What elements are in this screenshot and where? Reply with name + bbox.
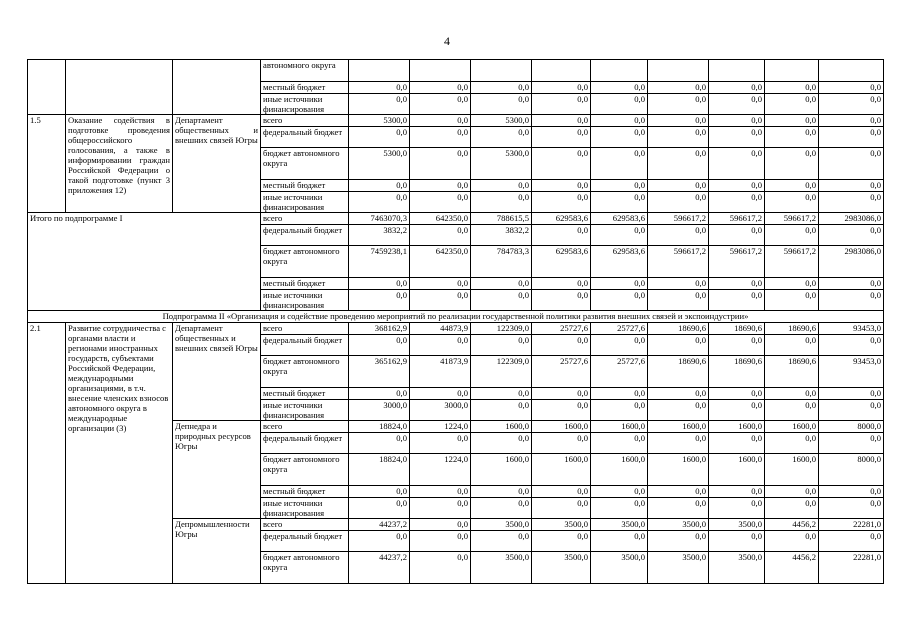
value-cell: 0,0 [819, 127, 884, 148]
value-cell: 0,0 [765, 486, 819, 498]
value-cell: 629583,6 [591, 246, 648, 278]
value-cell: 0,0 [532, 127, 591, 148]
value-cell: 3500,0 [591, 552, 648, 584]
value-cell [709, 60, 765, 82]
value-cell: 18824,0 [349, 454, 410, 486]
value-cell: 0,0 [532, 335, 591, 356]
value-cell [591, 60, 648, 82]
value-cell: 18690,6 [709, 323, 765, 335]
value-cell: 0,0 [532, 486, 591, 498]
value-cell: 0,0 [591, 94, 648, 115]
value-cell: 0,0 [532, 278, 591, 290]
funding-source-label: иные источники финансирования [261, 94, 349, 115]
value-cell: 0,0 [410, 192, 471, 213]
value-cell: 642350,0 [410, 246, 471, 278]
value-cell [819, 60, 884, 82]
value-cell: 0,0 [648, 192, 709, 213]
value-cell: 0,0 [819, 278, 884, 290]
value-cell: 22281,0 [819, 519, 884, 531]
value-cell: 44873,9 [410, 323, 471, 335]
value-cell: 7459238,1 [349, 246, 410, 278]
funding-source-label: иные источники финансирования [261, 400, 349, 421]
value-cell: 0,0 [471, 94, 532, 115]
funding-source-label: иные источники финансирования [261, 498, 349, 519]
value-cell: 0,0 [709, 94, 765, 115]
value-cell: 0,0 [765, 433, 819, 454]
value-cell: 25727,6 [532, 323, 591, 335]
value-cell: 0,0 [532, 115, 591, 127]
table-row [28, 323, 884, 335]
value-cell: 1600,0 [648, 454, 709, 486]
value-cell: 0,0 [471, 127, 532, 148]
value-cell: 44237,2 [349, 552, 410, 584]
value-cell: 0,0 [709, 180, 765, 192]
value-cell: 0,0 [709, 82, 765, 94]
value-cell: 0,0 [349, 388, 410, 400]
value-cell: 3832,2 [349, 225, 410, 246]
executor-name: Депромышленности Югры [173, 519, 261, 584]
value-cell: 1600,0 [591, 421, 648, 433]
value-cell: 0,0 [648, 278, 709, 290]
value-cell: 93453,0 [819, 323, 884, 335]
value-cell: 0,0 [819, 335, 884, 356]
value-cell: 0,0 [819, 94, 884, 115]
value-cell: 18690,6 [648, 356, 709, 388]
value-cell: 3500,0 [532, 519, 591, 531]
value-cell: 0,0 [410, 115, 471, 127]
value-cell: 642350,0 [410, 213, 471, 225]
value-cell: 0,0 [765, 82, 819, 94]
value-cell: 0,0 [648, 486, 709, 498]
table-row [28, 213, 884, 225]
value-cell: 0,0 [648, 82, 709, 94]
value-cell [410, 60, 471, 82]
funding-source-label: местный бюджет [261, 180, 349, 192]
funding-source-label: федеральный бюджет [261, 335, 349, 356]
value-cell: 0,0 [591, 290, 648, 311]
value-cell: 2983086,0 [819, 213, 884, 225]
value-cell: 0,0 [709, 400, 765, 421]
value-cell: 629583,6 [591, 213, 648, 225]
value-cell: 22281,0 [819, 552, 884, 584]
value-cell: 788615,5 [471, 213, 532, 225]
funding-source-label: всего [261, 421, 349, 433]
value-cell: 0,0 [648, 335, 709, 356]
value-cell: 368162,9 [349, 323, 410, 335]
value-cell: 0,0 [410, 82, 471, 94]
value-cell: 25727,6 [591, 356, 648, 388]
value-cell: 0,0 [648, 148, 709, 180]
funding-source-label: бюджет автономного округа [261, 246, 349, 278]
value-cell: 0,0 [819, 180, 884, 192]
value-cell: 0,0 [765, 290, 819, 311]
value-cell: 784783,3 [471, 246, 532, 278]
value-cell: 0,0 [648, 127, 709, 148]
value-cell: 0,0 [709, 148, 765, 180]
subprogram-total-label: Итого по подпрограмме I [28, 213, 261, 311]
executor-name: Департамент общественных и внешних связей Югры [173, 115, 261, 213]
value-cell: 0,0 [765, 225, 819, 246]
value-cell: 0,0 [410, 278, 471, 290]
number-cell [28, 60, 66, 115]
value-cell: 0,0 [471, 486, 532, 498]
value-cell: 122309,0 [471, 356, 532, 388]
value-cell: 0,0 [709, 127, 765, 148]
value-cell: 0,0 [819, 82, 884, 94]
value-cell: 1224,0 [410, 454, 471, 486]
value-cell: 0,0 [648, 498, 709, 519]
value-cell: 1600,0 [765, 421, 819, 433]
value-cell: 0,0 [765, 115, 819, 127]
funding-source-label: бюджет автономного округа [261, 552, 349, 584]
value-cell: 0,0 [648, 400, 709, 421]
value-cell: 0,0 [765, 400, 819, 421]
value-cell: 7463070,3 [349, 213, 410, 225]
value-cell: 93453,0 [819, 356, 884, 388]
value-cell: 0,0 [819, 486, 884, 498]
value-cell [471, 60, 532, 82]
value-cell: 629583,6 [532, 213, 591, 225]
value-cell: 3500,0 [648, 519, 709, 531]
value-cell: 0,0 [410, 552, 471, 584]
value-cell: 0,0 [532, 531, 591, 552]
value-cell: 1600,0 [709, 454, 765, 486]
value-cell: 18690,6 [709, 356, 765, 388]
value-cell: 0,0 [410, 180, 471, 192]
funding-source-label: местный бюджет [261, 82, 349, 94]
value-cell: 0,0 [410, 148, 471, 180]
value-cell: 0,0 [819, 192, 884, 213]
value-cell: 0,0 [709, 192, 765, 213]
value-cell: 0,0 [471, 433, 532, 454]
value-cell: 0,0 [765, 127, 819, 148]
value-cell: 0,0 [709, 290, 765, 311]
value-cell: 0,0 [349, 127, 410, 148]
value-cell: 0,0 [819, 148, 884, 180]
value-cell: 0,0 [471, 335, 532, 356]
funding-source-label: федеральный бюджет [261, 225, 349, 246]
funding-source-label: бюджет автономного округа [261, 148, 349, 180]
value-cell: 4456,2 [765, 552, 819, 584]
value-cell: 596617,2 [765, 213, 819, 225]
value-cell: 0,0 [349, 192, 410, 213]
funding-table [27, 59, 884, 584]
value-cell: 0,0 [410, 290, 471, 311]
value-cell: 3500,0 [532, 552, 591, 584]
value-cell: 0,0 [410, 519, 471, 531]
value-cell: 0,0 [709, 531, 765, 552]
value-cell: 0,0 [471, 498, 532, 519]
value-cell: 0,0 [349, 498, 410, 519]
value-cell: 0,0 [591, 225, 648, 246]
funding-table-body [28, 60, 884, 584]
value-cell: 0,0 [410, 127, 471, 148]
funding-source-label: федеральный бюджет [261, 531, 349, 552]
value-cell: 0,0 [532, 498, 591, 519]
value-cell: 1600,0 [471, 454, 532, 486]
value-cell: 0,0 [648, 388, 709, 400]
value-cell: 8000,0 [819, 454, 884, 486]
value-cell: 0,0 [648, 531, 709, 552]
value-cell [765, 60, 819, 82]
value-cell: 25727,6 [532, 356, 591, 388]
value-cell: 596617,2 [709, 213, 765, 225]
value-cell: 0,0 [765, 531, 819, 552]
funding-source-label: бюджет автономного округа [261, 356, 349, 388]
funding-source-label: всего [261, 519, 349, 531]
value-cell: 0,0 [819, 115, 884, 127]
value-cell: 0,0 [648, 115, 709, 127]
activity-number: 1.5 [28, 115, 66, 213]
value-cell: 0,0 [591, 115, 648, 127]
value-cell: 0,0 [532, 94, 591, 115]
activity-title: Развитие сотрудничества с органами власти и регионами иностранных государств, субъектами Российской Федерации, международными организациями, в т.ч. внесение членских взносов автономного округа в международные организации (3) [66, 323, 173, 584]
funding-source-label: автономного округа [261, 60, 349, 82]
value-cell: 1224,0 [410, 421, 471, 433]
value-cell: 596617,2 [709, 246, 765, 278]
value-cell: 0,0 [410, 498, 471, 519]
value-cell: 1600,0 [591, 454, 648, 486]
value-cell: 0,0 [591, 433, 648, 454]
value-cell [648, 60, 709, 82]
value-cell: 0,0 [591, 531, 648, 552]
funding-source-label: всего [261, 115, 349, 127]
value-cell: 0,0 [591, 148, 648, 180]
value-cell: 0,0 [471, 180, 532, 192]
value-cell: 0,0 [410, 531, 471, 552]
value-cell: 0,0 [532, 192, 591, 213]
value-cell: 5300,0 [471, 115, 532, 127]
value-cell: 1600,0 [532, 454, 591, 486]
value-cell: 0,0 [765, 94, 819, 115]
value-cell: 0,0 [765, 498, 819, 519]
value-cell: 365162,9 [349, 356, 410, 388]
value-cell: 0,0 [410, 388, 471, 400]
executor-name: Департамент общественных и внешних связей Югры [173, 323, 261, 421]
value-cell: 0,0 [709, 433, 765, 454]
value-cell: 0,0 [819, 400, 884, 421]
value-cell: 3500,0 [471, 552, 532, 584]
value-cell: 0,0 [648, 94, 709, 115]
value-cell: 18690,6 [648, 323, 709, 335]
funding-source-label: иные источники финансирования [261, 290, 349, 311]
value-cell: 0,0 [349, 290, 410, 311]
value-cell: 0,0 [709, 388, 765, 400]
value-cell: 1600,0 [765, 454, 819, 486]
value-cell: 0,0 [349, 180, 410, 192]
value-cell: 0,0 [819, 498, 884, 519]
table-row [28, 60, 884, 82]
value-cell: 0,0 [709, 225, 765, 246]
value-cell: 5300,0 [349, 148, 410, 180]
value-cell: 0,0 [349, 94, 410, 115]
value-cell: 1600,0 [709, 421, 765, 433]
value-cell: 4456,2 [765, 519, 819, 531]
value-cell: 0,0 [471, 278, 532, 290]
value-cell: 3000,0 [410, 400, 471, 421]
value-cell: 0,0 [532, 148, 591, 180]
table-row [28, 311, 884, 323]
value-cell [532, 60, 591, 82]
value-cell: 18824,0 [349, 421, 410, 433]
value-cell: 0,0 [591, 486, 648, 498]
value-cell: 0,0 [471, 290, 532, 311]
value-cell: 0,0 [591, 278, 648, 290]
value-cell: 0,0 [819, 388, 884, 400]
activity-cell [66, 60, 173, 115]
value-cell: 3000,0 [349, 400, 410, 421]
value-cell: 0,0 [349, 278, 410, 290]
value-cell: 3500,0 [591, 519, 648, 531]
value-cell: 0,0 [410, 486, 471, 498]
value-cell: 0,0 [765, 192, 819, 213]
value-cell: 0,0 [410, 225, 471, 246]
value-cell: 2983086,0 [819, 246, 884, 278]
value-cell: 0,0 [819, 531, 884, 552]
value-cell: 0,0 [765, 278, 819, 290]
value-cell: 8000,0 [819, 421, 884, 433]
value-cell: 0,0 [648, 433, 709, 454]
value-cell: 3500,0 [471, 519, 532, 531]
value-cell: 0,0 [471, 531, 532, 552]
value-cell: 629583,6 [532, 246, 591, 278]
activity-title: Оказание содействия в подготовке проведения общероссийского голосования, а также в информировании граждан Российской Федерации о такой подготовке (пункт 3 приложения 12) [66, 115, 173, 213]
value-cell: 0,0 [532, 433, 591, 454]
value-cell: 0,0 [765, 335, 819, 356]
value-cell: 0,0 [532, 290, 591, 311]
value-cell: 0,0 [349, 433, 410, 454]
value-cell: 0,0 [591, 498, 648, 519]
value-cell: 0,0 [591, 127, 648, 148]
funding-source-label: иные источники финансирования [261, 192, 349, 213]
funding-source-label: федеральный бюджет [261, 433, 349, 454]
value-cell: 44237,2 [349, 519, 410, 531]
funding-source-label: федеральный бюджет [261, 127, 349, 148]
value-cell: 0,0 [591, 335, 648, 356]
value-cell: 25727,6 [591, 323, 648, 335]
value-cell: 0,0 [532, 400, 591, 421]
value-cell: 0,0 [709, 498, 765, 519]
value-cell: 0,0 [591, 388, 648, 400]
value-cell: 1600,0 [532, 421, 591, 433]
value-cell [349, 60, 410, 82]
value-cell: 0,0 [819, 433, 884, 454]
value-cell: 3832,2 [471, 225, 532, 246]
funding-source-label: всего [261, 213, 349, 225]
value-cell: 0,0 [349, 531, 410, 552]
value-cell: 0,0 [410, 335, 471, 356]
value-cell: 0,0 [648, 225, 709, 246]
value-cell: 0,0 [349, 486, 410, 498]
value-cell: 0,0 [532, 388, 591, 400]
activity-number: 2.1 [28, 323, 66, 584]
value-cell: 41873,9 [410, 356, 471, 388]
table-row [28, 115, 884, 127]
value-cell: 0,0 [349, 335, 410, 356]
value-cell: 1600,0 [648, 421, 709, 433]
value-cell: 0,0 [471, 400, 532, 421]
value-cell: 0,0 [648, 290, 709, 311]
subprogram-title: Подпрограмма II «Организация и содействие проведению мероприятий по реализации государственной политики развития внешних связей и экспоиндустрии» [28, 311, 884, 323]
value-cell: 0,0 [591, 180, 648, 192]
value-cell: 0,0 [532, 225, 591, 246]
page-number: 4 [444, 34, 450, 48]
value-cell: 0,0 [591, 400, 648, 421]
funding-source-label: местный бюджет [261, 486, 349, 498]
value-cell: 0,0 [410, 94, 471, 115]
value-cell: 0,0 [765, 180, 819, 192]
value-cell: 0,0 [532, 180, 591, 192]
funding-source-label: всего [261, 323, 349, 335]
value-cell: 596617,2 [648, 246, 709, 278]
value-cell: 3500,0 [709, 519, 765, 531]
value-cell: 18690,6 [765, 356, 819, 388]
value-cell: 0,0 [471, 388, 532, 400]
executor-name: Депнедра и природных ресурсов Югры [173, 421, 261, 519]
value-cell: 0,0 [819, 290, 884, 311]
value-cell: 0,0 [349, 82, 410, 94]
value-cell: 5300,0 [471, 148, 532, 180]
executor-cell [173, 60, 261, 115]
value-cell: 0,0 [765, 148, 819, 180]
value-cell: 0,0 [471, 192, 532, 213]
funding-source-label: местный бюджет [261, 278, 349, 290]
value-cell: 0,0 [591, 82, 648, 94]
value-cell: 0,0 [471, 82, 532, 94]
value-cell: 0,0 [709, 278, 765, 290]
value-cell: 18690,6 [765, 323, 819, 335]
value-cell: 3500,0 [709, 552, 765, 584]
value-cell: 0,0 [709, 486, 765, 498]
value-cell: 0,0 [410, 433, 471, 454]
value-cell: 0,0 [819, 225, 884, 246]
value-cell: 3500,0 [648, 552, 709, 584]
funding-source-label: местный бюджет [261, 388, 349, 400]
value-cell: 122309,0 [471, 323, 532, 335]
value-cell: 0,0 [709, 115, 765, 127]
value-cell: 596617,2 [648, 213, 709, 225]
value-cell: 1600,0 [471, 421, 532, 433]
value-cell: 596617,2 [765, 246, 819, 278]
value-cell: 0,0 [765, 388, 819, 400]
value-cell: 5300,0 [349, 115, 410, 127]
value-cell: 0,0 [532, 82, 591, 94]
value-cell: 0,0 [591, 192, 648, 213]
value-cell: 0,0 [709, 335, 765, 356]
value-cell: 0,0 [648, 180, 709, 192]
funding-source-label: бюджет автономного округа [261, 454, 349, 486]
